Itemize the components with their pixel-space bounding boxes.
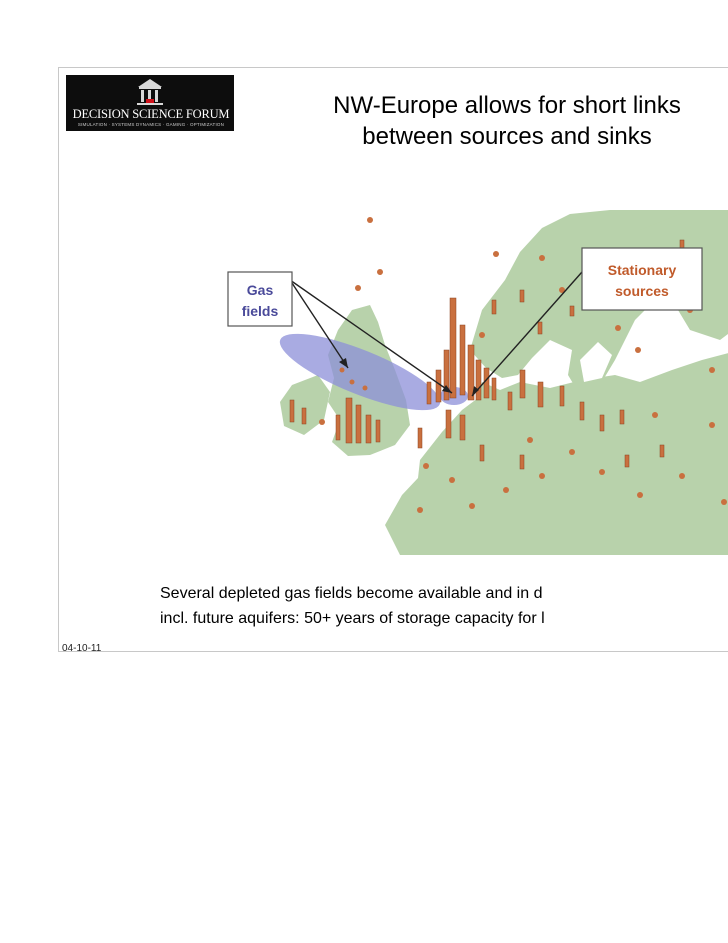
- decision-science-forum-logo: [66, 75, 234, 131]
- slide-title: [282, 90, 728, 152]
- map-svg: [220, 210, 728, 555]
- slide-caption: [160, 581, 728, 631]
- gas-fields-label-line-1: Gas: [246, 282, 274, 298]
- caption-line-2: incl. future aquifers: 50+ years of storage capacity for l: [160, 610, 545, 627]
- caption-line-1: Several depleted gas fields become available and in d: [160, 585, 543, 602]
- slide-title-line-2: between sources and sinks: [362, 123, 652, 150]
- europe-emissions-map: [220, 210, 728, 555]
- logo-name: DECISION SCIENCE FORUM: [72, 107, 230, 121]
- slide-title-line-1: NW-Europe allows for short links: [333, 92, 681, 119]
- gas-fields-label-line-2: fields: [241, 303, 279, 319]
- stationary-sources-label-line-1: Stationary: [607, 262, 677, 278]
- stationary-sources-callout-box: [582, 248, 702, 310]
- logo-tagline: SIMULATION · SYSTEMS DYNAMICS · GAMING · OPTIMIZATION: [77, 122, 225, 127]
- footer-date: 04-10-11: [62, 643, 102, 654]
- stationary-sources-label-line-2: sources: [615, 283, 669, 299]
